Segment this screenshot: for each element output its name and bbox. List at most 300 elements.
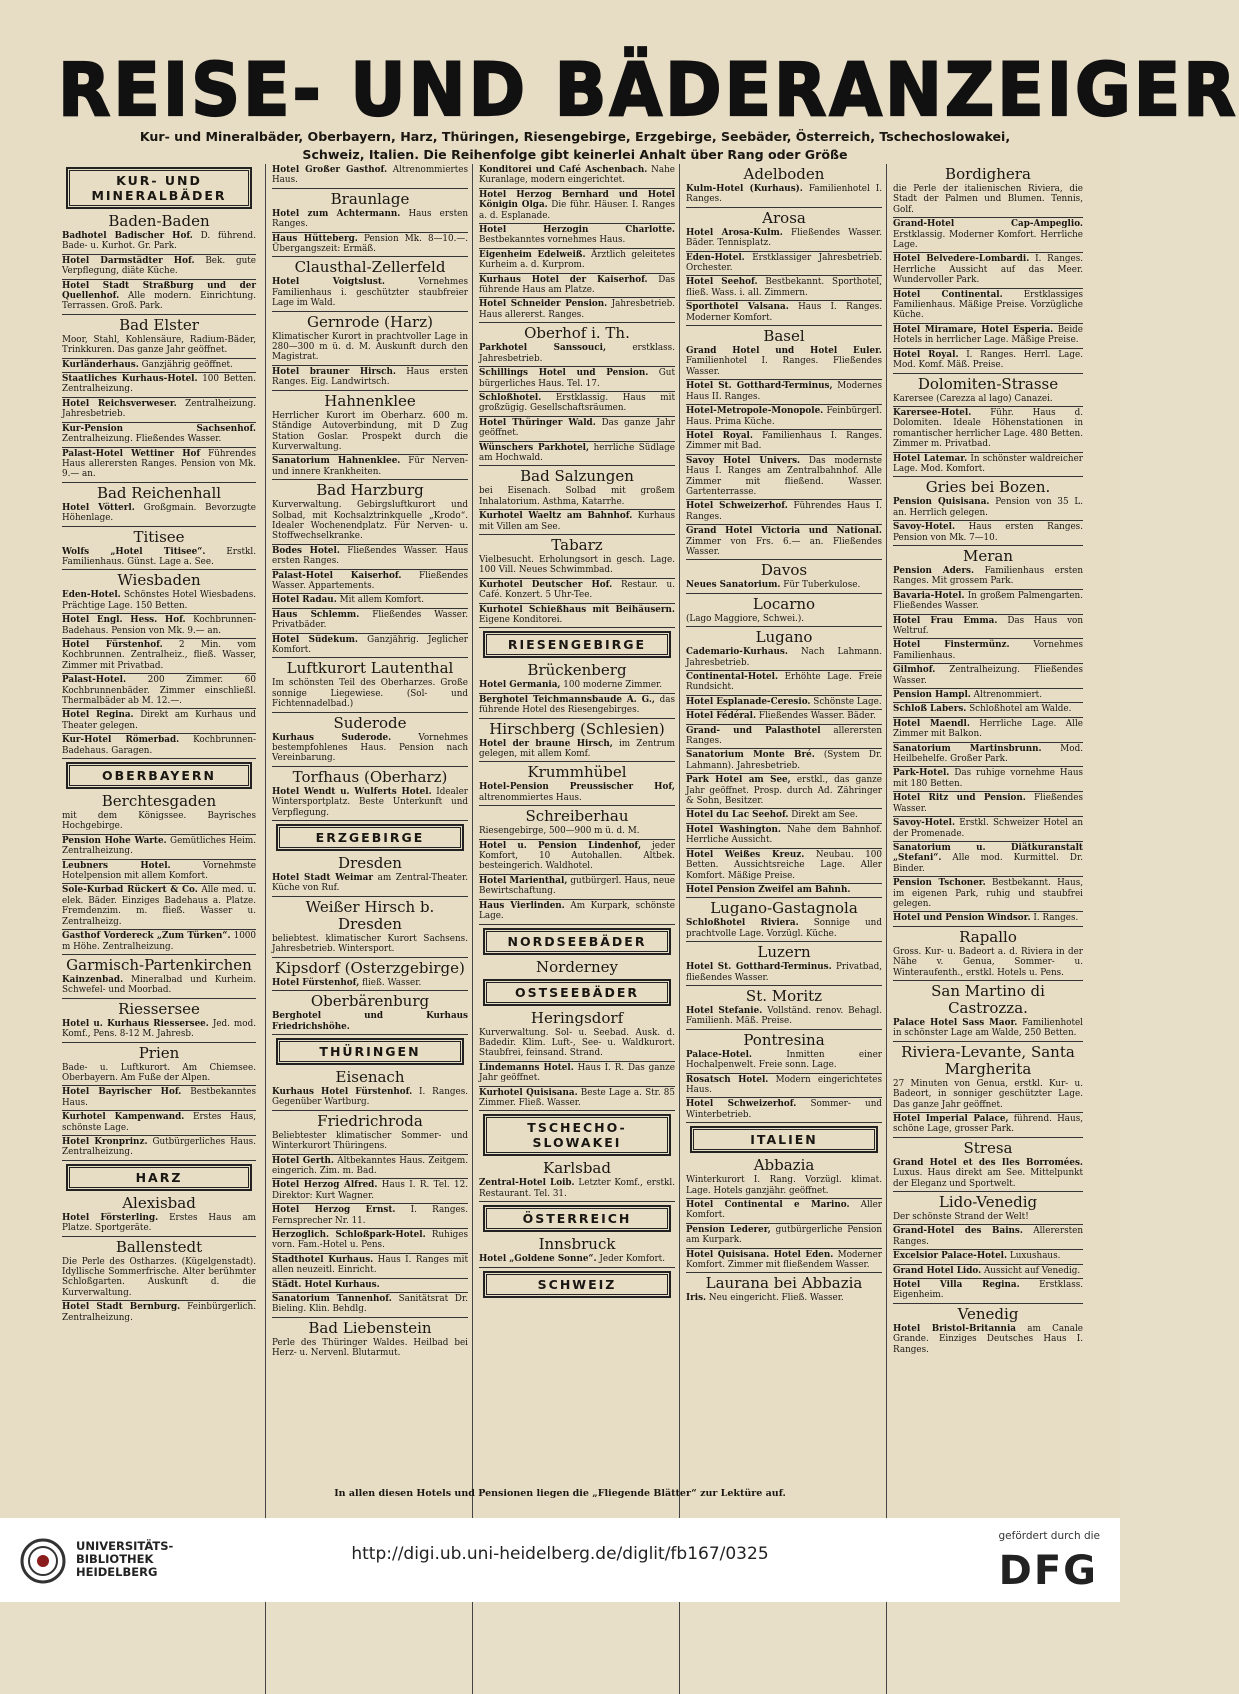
listing-text: Familienhotel in schönster Lage am Walde, 250 Betten. xyxy=(893,1017,1083,1039)
town-heading: Adelboden xyxy=(743,165,825,183)
listing-text: das führende Hotel des Riesengebirges. xyxy=(479,694,675,716)
town-heading: Schreiberhau xyxy=(525,807,629,826)
listing-text: jeder Komfort, 10 Autohallen. Altbek. besteingerich. Waldhotel. xyxy=(479,840,675,872)
listing-text: Nach Lahmann. Jahresbetrieb. xyxy=(686,647,883,668)
listing-entry xyxy=(62,255,256,280)
listing-entry xyxy=(479,781,675,806)
listing-name: Kurhotel Deutscher Hof. xyxy=(479,579,613,590)
listing-name: Palace-Hotel. xyxy=(686,1049,752,1060)
listing-entry xyxy=(479,442,675,467)
section-header xyxy=(483,979,671,1006)
listing-entry xyxy=(686,646,882,671)
town-heading: Bad Elster xyxy=(119,315,199,334)
page-subtitle: Kur- und Mineralbäder, Oberbayern, Harz, Thüringen, Riesengebirge, Erzgebirge, Seebäder, Österreich, Tschechoslowakei, Schweiz, Italien. Die Reihenfolge gibt keinerlei Anhalt über Rang oder Größe xyxy=(139,129,1011,162)
listing-entry xyxy=(479,1253,675,1267)
listing-name: Hotel und Pension Windsor. xyxy=(893,913,1031,924)
listing-name: Hotel Stadt Bernburg. xyxy=(62,1302,181,1313)
listing-text: Bestbekannt. Sporthotel, fließ. Wass. i. all. Zimmern. xyxy=(686,277,882,298)
town-heading: St. Moritz xyxy=(745,986,823,1005)
listing-text: Jahresbetrieb. Haus allererst. Ranges. xyxy=(479,299,675,320)
section-header xyxy=(483,928,671,955)
listing-name: Hotel Gerth. xyxy=(272,1155,334,1166)
listing-name: Grand-Hotel des Bains. xyxy=(893,1226,1023,1237)
listing-name: Hotel Latemar. xyxy=(893,453,968,464)
listing-name: Hotel u. Kurhaus Riessersee. xyxy=(62,1018,209,1029)
listing-name: Haus Hütteberg. xyxy=(272,233,358,244)
library-name[interactable]: UNIVERSITÄTS- BIBLIOTHEK HEIDELBERG xyxy=(76,1539,174,1579)
listing-entry xyxy=(272,233,468,258)
listing-entry xyxy=(893,324,1083,349)
listing-entry xyxy=(893,565,1083,590)
column-3 xyxy=(472,164,675,1694)
listing-text: führend. Haus, schöne Lage, grosser Park. xyxy=(893,1114,1084,1135)
listing-name: Hotel Reichsverweser. xyxy=(62,398,177,409)
listing-text: mit dem Königssee. Bayrisches Hochgebirge. xyxy=(62,811,256,832)
listing-entry xyxy=(893,496,1083,521)
town-heading: Brückenberg xyxy=(527,661,627,680)
listing-name: Hotel Vötterl. xyxy=(62,502,135,513)
listing-entry xyxy=(893,1225,1083,1250)
town-heading: Dresden xyxy=(338,854,402,873)
town-heading: Braunlage xyxy=(330,189,410,208)
listing-name: Hotel Seehof. xyxy=(686,277,758,288)
listing-name: Hotel zum Achtermann. xyxy=(272,208,401,219)
listing-entry xyxy=(272,164,468,189)
section-header-label: ÖSTERREICH xyxy=(486,1208,668,1229)
listing-text: Schönste Lage. xyxy=(813,696,882,707)
listing-name: Kulm-Hotel (Kurhaus). xyxy=(686,184,803,194)
listing-name: Hotel Herzogin Charlotte. xyxy=(479,225,675,236)
listing-text: Privatbad, fließendes Wasser. xyxy=(686,962,883,983)
town-heading: Rapallo xyxy=(959,927,1017,946)
town-heading: Bordighera xyxy=(945,165,1031,183)
town-heading: Stresa xyxy=(963,1138,1013,1157)
listing-name: Kur-Hotel Römerbad. xyxy=(62,735,180,746)
listing-entry xyxy=(62,230,256,255)
listing-name: Hotel Stefanie. xyxy=(686,1005,763,1016)
listing-entry xyxy=(686,380,882,405)
listing-text: erstklass. Jahresbetrieb. xyxy=(479,343,675,364)
listing-name: Rosatsch Hotel. xyxy=(686,1074,769,1085)
listing-text: Klimatischer Kurort in prachtvoller Lage in 280—300 m ü. d. M. Auskunft durch den Magistrat. xyxy=(272,331,468,363)
listing-entry xyxy=(686,227,882,252)
listing-entry xyxy=(62,546,256,571)
listing-name: Hotel Belvedere-Lombardi. xyxy=(893,254,1030,265)
listing-name: Hotel Finstermünz. xyxy=(893,640,1010,651)
listing-text: Die Perle des Ostharzes. (Kügelgenstadt). Idyllische Sommerfrische. Alter berühmter Schloßgarten. Auskunft d. die Kurverwaltung. xyxy=(62,1256,256,1298)
listing-entry xyxy=(479,249,675,274)
listing-name: Savoy Hotel Univers. xyxy=(686,455,801,466)
listing-entry xyxy=(479,417,675,442)
listing-entry xyxy=(893,743,1083,768)
listing-text: D. führend. Bade- u. Kurhot. Gr. Park. xyxy=(62,231,256,252)
listing-name: Zentral-Hotel Loib. xyxy=(479,1178,575,1189)
town-heading: Bad Liebenstein xyxy=(308,1318,432,1337)
listing-text: Zimmer von Frs. 6.— an. Fließendes Wasser. xyxy=(686,536,882,557)
listing-name: Hotel Fédéral. xyxy=(686,711,757,722)
listing-name: Pension Aders. xyxy=(893,565,975,576)
town-heading: Meran xyxy=(962,546,1013,565)
listing-name: Hotel Schweizerhof. xyxy=(686,501,788,512)
listing-entry xyxy=(686,849,882,884)
listing-text: Führ. Haus d. Dolomiten. Ideale Höhenstationen in romantischer herrlicher Lage. 480 Betten. Zimmer m. Privatbad. xyxy=(893,407,1084,450)
listing-entry xyxy=(62,674,256,709)
listing-entry xyxy=(272,1010,468,1035)
town-heading: Suderode xyxy=(333,713,407,732)
town-heading: Innsbruck xyxy=(538,1235,616,1254)
town-heading: Basel xyxy=(763,327,805,346)
town-heading: Hahnenklee xyxy=(324,391,416,410)
listing-entry xyxy=(479,298,675,323)
listing-text: die Perle der italienischen Riviera, die Stadt der Palmen und Blumen. Tennis, Golf. xyxy=(893,184,1083,215)
listing-name: Excelsior Palace-Hotel. xyxy=(893,1251,1008,1262)
listing-entry xyxy=(479,679,675,693)
listing-text: Sonnige und prachtvolle Lage. Vorzügl. Küche. xyxy=(686,918,882,939)
listing-text: Gross. Kur- u. Badeort a. d. Riviera in der Nähe v. Genua, Sommer- u. Winteraufenth., erstkl. Hotels u. Pens. xyxy=(893,946,1083,978)
listing-entry xyxy=(893,590,1083,615)
town-heading: Wiesbaden xyxy=(117,571,201,590)
listing-entry xyxy=(686,455,882,501)
listing-name: Hotel u. Pension Lindenhof, xyxy=(479,840,642,851)
listing-name: Kurhotel Quisisana. xyxy=(479,1087,578,1098)
listing-entry xyxy=(686,809,882,823)
listing-text: Neubau. 100 Betten. Aussichtsreiche Lage. Aller Komfort. Mäßige Preise. xyxy=(686,849,883,881)
listing-text: Sanitätsrat Dr. Bieling. Klin. Behdlg. xyxy=(272,1294,469,1315)
town-heading: San Martino di Castrozza. xyxy=(931,981,1045,1017)
listing-name: Berghotel Teichmannsbaude A. G., xyxy=(479,694,655,705)
listing-name: Gilmhof. xyxy=(893,665,936,676)
listing-entry xyxy=(479,875,675,900)
listing-name: Schloßhotel Riviera. xyxy=(686,918,799,929)
listing-entry xyxy=(62,280,256,315)
listing-entry xyxy=(893,521,1083,546)
listing-entry xyxy=(479,274,675,299)
listing-entry xyxy=(686,252,882,277)
town-heading: Clausthal-Zellerfeld xyxy=(294,258,446,277)
town-heading: Bad Salzungen xyxy=(520,467,634,486)
listing-name: Leubners Hotel. xyxy=(62,860,171,871)
listing-text: 2 Min. vom Kochbrunnen. Zentralheiz., fließ. Wasser, Zimmer mit Privatbad. xyxy=(62,639,256,671)
listing-text: Aussicht auf Venedig. xyxy=(983,1265,1081,1276)
funding-label: gefördert durch die xyxy=(998,1530,1100,1542)
listing-name: Hotel St. Gotthard-Terminus. xyxy=(686,962,832,973)
listing-text: 1000 m Höhe. Zentralheizung. xyxy=(62,931,256,952)
listing-text: (Lago Maggiore, Schwei.). xyxy=(686,613,805,624)
listing-entry xyxy=(272,1337,468,1361)
listing-name: Staatliches Kurhaus-Hotel. xyxy=(62,374,198,385)
listing-name: Hotel Continental. xyxy=(893,289,1003,300)
column-2 xyxy=(265,164,468,1694)
listing-name: Pension Hohe Warte. xyxy=(62,835,167,846)
town-heading: Bad Reichenhall xyxy=(96,483,222,502)
listing-entry xyxy=(686,1224,882,1249)
town-heading: Gries bei Bozen. xyxy=(925,478,1051,497)
listing-text: Das ganze Jahr geöffnet. xyxy=(479,417,675,439)
listing-text: Vornehmste Hotelpension mit allem Komfort. xyxy=(62,860,257,882)
listing-text: Pension von 35 L. an. Herrlich gelegen. xyxy=(893,497,1084,518)
permalink-url[interactable]: http://digi.ub.uni-heidelberg.de/diglit/fb167/0325 xyxy=(351,1544,769,1564)
listing-entry xyxy=(272,786,468,821)
listing-name: Sporthotel Valsana. xyxy=(686,302,789,313)
listing-text: Mit allem Komfort. xyxy=(339,595,424,606)
listing-name: Palast-Hotel Kaiserhof. xyxy=(272,570,402,581)
listing-entry xyxy=(479,694,675,719)
section-header-label: THÜRINGEN xyxy=(279,1041,461,1062)
listing-text: Die führ. Häuser. I. Ranges a. d. Esplanade. xyxy=(479,200,675,221)
listing-name: Kurhaus Suderode. xyxy=(272,732,392,743)
listing-text: Alle mod. Kurmittel. Dr. Binder. xyxy=(893,853,1083,874)
listing-name: Hotel Wendt u. Wulferts Hotel. xyxy=(272,786,432,797)
listing-name: Pension Quisisana. xyxy=(893,497,990,508)
town-heading: Baden-Baden xyxy=(108,212,210,230)
listing-entry xyxy=(62,373,256,398)
listing-entry xyxy=(272,366,468,391)
listing-text: Modern eingerichtetes Haus. xyxy=(686,1074,882,1095)
town-heading: Pontresina xyxy=(743,1030,825,1049)
listing-entry xyxy=(272,872,468,897)
listing-text: Familienhotel I. Ranges. xyxy=(686,184,882,205)
listing-entry xyxy=(686,525,882,560)
listing-entry xyxy=(272,977,468,991)
listing-name: Grand Hotel und Hotel Euler. xyxy=(686,346,882,357)
listing-text: I. Ranges. Herrliche Aussicht auf das Meer. Wundervoller Park. xyxy=(893,254,1084,286)
listing-entry xyxy=(479,164,675,189)
listing-text: Beste Lage a. Str. 85 Zimmer. Fließ. Wasser. xyxy=(479,1087,675,1108)
town-heading: Gernrode (Harz) xyxy=(307,312,433,331)
listing-name: Schloßhotel. xyxy=(479,392,542,403)
listing-entry xyxy=(686,725,882,750)
footnote: In allen diesen Hotels und Pensionen liegen die „Fliegende Blätter“ zur Lektüre auf. xyxy=(334,1488,786,1499)
listing-text: Herrliche Lage. Alle Zimmer mit Balkon. xyxy=(893,718,1083,740)
listing-name: Hotel Miramare, Hotel Esperia. xyxy=(893,324,1054,335)
listing-text: Mod. Heilbehelfe. Großer Park. xyxy=(893,743,1083,765)
listing-name: Hotel Marienthal, xyxy=(479,875,568,886)
listing-name: Grand Hotel et des Iles Borromées. xyxy=(893,1157,1083,1168)
listing-name: Hotel-Metropole-Monopole. xyxy=(686,406,824,417)
listing-text: Zentralheizung. Jahresbetrieb. xyxy=(62,398,257,420)
listing-name: Karersee-Hotel. xyxy=(893,407,972,418)
listing-name: Hotel Regina. xyxy=(62,710,134,721)
listing-name: Schillings Hotel und Pension. xyxy=(479,368,649,379)
listing-entry xyxy=(893,1323,1083,1357)
listing-entry xyxy=(62,1256,256,1302)
listing-name: Grand-Hotel Cap-Ampeglio. xyxy=(893,219,1083,230)
listing-entry xyxy=(62,423,256,448)
listing-entry xyxy=(893,1250,1083,1264)
listing-text: Karersee (Carezza al lago) Canazei. xyxy=(893,393,1053,404)
listing-entry xyxy=(62,614,256,639)
town-heading: Venedig xyxy=(957,1304,1019,1323)
listing-text: Aller Komfort. xyxy=(686,1200,883,1221)
listing-entry xyxy=(479,342,675,367)
listing-entry xyxy=(272,499,468,545)
listing-name: Haus Vierlinden. xyxy=(479,900,565,911)
dfg-logo[interactable]: DFG xyxy=(998,1548,1098,1594)
listing-entry xyxy=(686,613,882,627)
listing-text: Winterkurort I. Rang. Vorzügl. klimat. Lage. Hotels ganzjähr. geöffnet. xyxy=(686,1175,882,1196)
listing-entry xyxy=(272,570,468,595)
listing-text: Nahe Kuranlage, modern eingerichtet. xyxy=(479,165,675,186)
listing-name: Savoy-Hotel. xyxy=(893,522,956,533)
listing-name: Hotel Bristol-Britannia xyxy=(893,1323,1016,1334)
listing-entry xyxy=(686,579,882,593)
town-heading: Bad Harzburg xyxy=(316,481,424,500)
listing-entry xyxy=(62,810,256,835)
listing-text: Familienhotel I. Ranges. Fließendes Wasser. xyxy=(686,356,882,377)
listing-entry xyxy=(62,1136,256,1161)
listing-text: Modernes Haus II. Ranges. xyxy=(686,381,883,402)
listing-entry xyxy=(479,579,675,604)
listing-text: Restaur. u. Café. Konzert. 5 Uhr-Tee. xyxy=(479,579,675,601)
listing-name: Hotel Weißes Kreuz. xyxy=(686,849,805,860)
listing-entry xyxy=(893,1113,1083,1138)
listing-entry xyxy=(272,1179,468,1204)
listing-entry xyxy=(686,824,882,849)
listing-text: Alle med. u. elek. Bäder. Einziges Badehaus a. Platze. Fremdenzim. m. fließ. Wasser u. Zentralheizg. xyxy=(62,885,257,927)
listing-text: Vollständ. renov. Behagl. Familienh. Mäß. Preise. xyxy=(686,1005,882,1027)
listing-name: Eigenheim Edelweiß. xyxy=(479,249,586,260)
listing-text: Letzter Komf., erstkl. Restaurant. Tel. 31. xyxy=(479,1178,675,1199)
listing-text: Fließendes Wasser. Privatbäder. xyxy=(272,609,468,631)
listing-entry xyxy=(893,912,1083,926)
listing-name: Pension Lederer, xyxy=(686,1224,771,1235)
listing-entry xyxy=(686,405,882,430)
listing-name: Continental-Hotel. xyxy=(686,672,779,682)
listing-entry xyxy=(62,835,256,860)
listing-name: Sanatorium Tannenhof. xyxy=(272,1294,392,1304)
section-header xyxy=(276,824,464,851)
listing-text: Das führende Haus am Platze. xyxy=(479,274,675,296)
listing-entry xyxy=(272,1254,468,1279)
listing-text: Moderner Komfort. Zimmer mit fließendem Wasser. xyxy=(686,1249,883,1271)
listing-entry xyxy=(62,1086,256,1111)
listing-entry xyxy=(479,554,675,579)
listing-entry xyxy=(62,1301,256,1325)
listing-entry xyxy=(272,1279,468,1293)
listing-text: altrenommiertes Haus. xyxy=(479,792,582,803)
town-heading: Heringsdorf xyxy=(530,1008,624,1027)
town-heading: Luftkurort Lautenthal xyxy=(286,659,454,678)
listing-text: Haus ersten Ranges. xyxy=(272,208,468,230)
listing-text: Bestbekanntes vornehmes Haus. xyxy=(479,235,626,246)
listing-entry xyxy=(479,485,675,510)
town-heading: Dolomiten-Strasse xyxy=(917,374,1059,393)
listing-name: Bodes Hotel. xyxy=(272,545,340,556)
town-heading: Arosa xyxy=(762,208,806,227)
listing-entry xyxy=(479,189,675,224)
listing-entry xyxy=(479,900,675,925)
town-heading: Oberbärenburg xyxy=(310,992,430,1011)
listing-name: Hotel der braune Hirsch, xyxy=(479,738,613,749)
listing-text: Erstes Haus am Platze. Sportgeräte. xyxy=(62,1212,256,1234)
listing-entry xyxy=(479,1177,675,1202)
section-header-label: RIESENGEBIRGE xyxy=(486,634,668,655)
listing-text: Ganzjährig. Jeglicher Komfort. xyxy=(272,634,468,655)
listing-entry xyxy=(62,639,256,674)
listing-entry xyxy=(893,842,1083,877)
listing-entry xyxy=(479,840,675,875)
listing-text: Altrenommiert. xyxy=(973,690,1042,701)
listing-name: Hotel Quisisana. Hotel Eden. xyxy=(686,1249,834,1260)
listing-name: Hotel Radau. xyxy=(272,595,337,606)
listing-entry xyxy=(272,410,468,456)
listing-text: Vielbesucht. Erholungsort in gesch. Lage. 100 Vill. Neues Schwimmbad. xyxy=(479,554,675,576)
listing-name: Hotel Herzog Alfred. xyxy=(272,1180,378,1191)
listing-text: Familienhaus I. Ranges. Zimmer mit Bad. xyxy=(686,430,882,452)
listing-name: Hotel Großer Gasthof. xyxy=(272,165,388,175)
listing-name: Park-Hotel. xyxy=(893,768,950,779)
section-header xyxy=(66,167,252,209)
listing-text: I. Ranges. Fernsprecher Nr. 11. xyxy=(272,1205,468,1226)
listing-entry xyxy=(893,792,1083,817)
listing-entry xyxy=(686,696,882,710)
listing-text: Ganzjährig geöffnet. xyxy=(141,359,233,370)
listing-entry xyxy=(893,289,1083,324)
listing-entry xyxy=(272,208,468,233)
listing-text: I. Ranges. xyxy=(1033,913,1079,924)
listing-entry xyxy=(62,860,256,885)
town-heading: Laurana bei Abbazia xyxy=(705,1274,863,1293)
listing-text: Feinbürgerlich. Zentralheizung. xyxy=(62,1302,256,1323)
listing-text: Haus ersten Ranges. Pension von Mk. 7—10. xyxy=(893,522,1083,543)
listing-text: Jeder Komfort. xyxy=(599,1254,665,1265)
listing-entry xyxy=(686,1005,882,1030)
section-header-label: KUR- UND MINERALBÄDER xyxy=(69,170,249,206)
listing-entry xyxy=(686,1199,882,1224)
listing-name: Wünschers Parkhotel, xyxy=(479,442,590,453)
listing-entry xyxy=(686,1292,882,1305)
listing-text: In schönster waldreicher Lage. Mod. Komfort. xyxy=(893,453,1083,474)
listing-name: Hotel Stadt Straßburg und der Quellenhof. xyxy=(62,280,256,302)
listing-text: I. Ranges. Gegenüber Wartburg. xyxy=(272,1086,469,1108)
listing-name: Savoy-Hotel. xyxy=(893,818,956,829)
listing-text: Haus I. R. Tel. 12. Direktor: Kurt Wagner. xyxy=(272,1180,469,1201)
listing-text: Herrlicher Kurort im Oberharz. 600 m. Ständige Autoverbindung, mit D Zug Station Goslar. Prospekt durch die Kurverwaltung. xyxy=(272,410,468,452)
listing-text: Bek. gute Verpflegung, diäte Küche. xyxy=(62,255,257,277)
column-4 xyxy=(679,164,882,1694)
listing-name: Berghotel und Kurhaus Friedrichshöhe. xyxy=(272,1011,468,1032)
listing-name: Hotel Pension Zweifel am Bahnh. xyxy=(686,884,851,895)
town-heading: Lugano-Gastagnola xyxy=(710,899,858,918)
listing-name: Hotel Kronprinz. xyxy=(62,1136,148,1147)
listing-name: Hotel Frau Emma. xyxy=(893,615,998,626)
listing-entry xyxy=(62,398,256,423)
listing-text: Ruhiges vorn. Fam.-Hotel u. Pens. xyxy=(272,1229,468,1251)
section-header xyxy=(483,631,671,658)
listing-name: Konditorei und Café Aschenbach. xyxy=(479,165,648,175)
listing-entry xyxy=(686,710,882,724)
listing-name: Eden-Hotel. xyxy=(686,252,745,263)
listing-entry xyxy=(686,1049,882,1074)
listing-text: gutbürgerliche Pension am Kurpark. xyxy=(686,1224,882,1246)
town-heading: Titisee xyxy=(133,527,185,546)
listing-entry xyxy=(62,1111,256,1136)
listing-text: Bestbekanntes Haus. xyxy=(62,1087,256,1108)
listing-text: Haus ersten Ranges. Eig. Landwirtsch. xyxy=(272,366,468,388)
listing-name: Palast-Hotel. xyxy=(62,675,127,686)
town-heading: Eisenach xyxy=(335,1067,405,1086)
listing-name: Sole-Kurbad Rückert & Co. xyxy=(62,885,198,896)
listing-text: am Canale Grande. Einziges Deutsches Haus I. Ranges. xyxy=(893,1323,1083,1355)
listing-text: Schönstes Hotel Wiesbadens. Prächtige Lage. 150 Betten. xyxy=(62,590,257,611)
listing-text: Haus I. Ranges mit allen neuzeitl. Einricht. xyxy=(272,1254,468,1276)
university-seal-icon xyxy=(20,1538,66,1584)
listing-entry xyxy=(272,1293,468,1318)
listing-text: Perle des Thüringer Waldes. Heilbad bei Herz- u. Nervenl. Blutarmut. xyxy=(272,1337,468,1359)
listing-name: Hotel „Goldene Sonne“. xyxy=(479,1254,597,1265)
listing-name: Hotel Esplanade-Ceresio. xyxy=(686,696,811,707)
listing-text: 100 moderne Zimmer. xyxy=(563,680,663,691)
